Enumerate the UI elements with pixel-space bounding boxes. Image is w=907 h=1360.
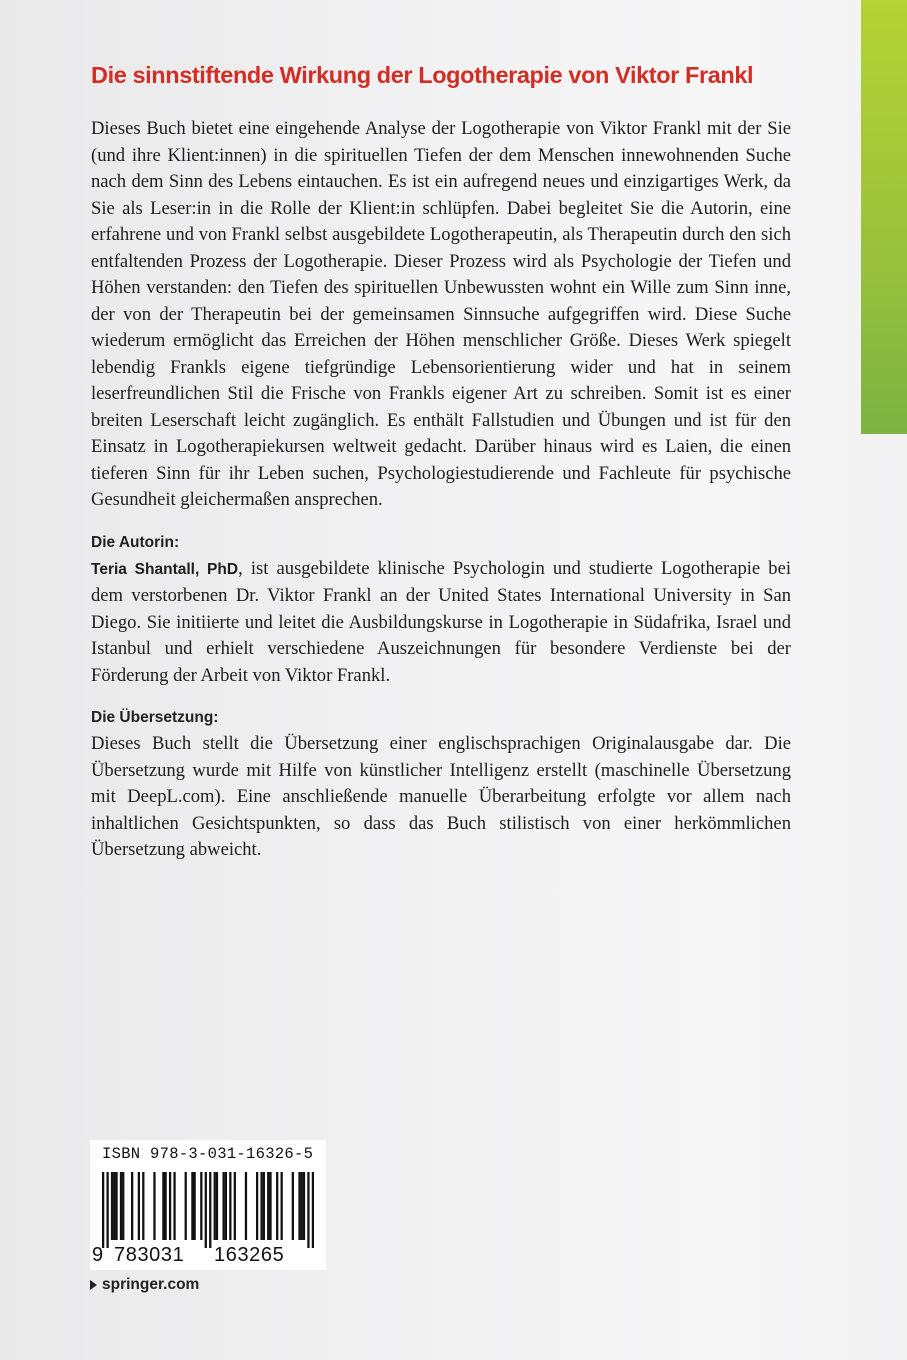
website-label: springer.com: [102, 1276, 200, 1293]
barcode-bar: [173, 1172, 175, 1240]
barcode-bar: [162, 1172, 164, 1240]
barcode-bar: [200, 1172, 202, 1240]
barcode-bar: [263, 1172, 265, 1240]
barcode-bar: [120, 1172, 122, 1240]
author-section-label: Die Autorin:: [91, 533, 180, 551]
barcode-bar: [113, 1172, 115, 1240]
barcode-bar: [122, 1172, 124, 1240]
author-bio-text: , ist ausgebildete klinische Psychologin und studierte Logotherapie bei dem verstorbenen Dr. Viktor Frankl an der United States International University in San Diego. Sie initiierte und leitet die Ausbildungskurse in Logotherapie in Südafrika, Israel und Istanbul und erhielt verschiedene Auszeichnungen für besondere Verdienste bei der Förderung der Arbeit von Viktor Frankl.: [91, 557, 792, 686]
barcode-bar: [142, 1172, 144, 1240]
author-name: Teria Shantall, PhD: [91, 560, 239, 578]
barcode-bar: [229, 1172, 231, 1240]
book-title: Die sinnstiftende Wirkung der Logotherapie von Viktor Frankl: [91, 62, 754, 88]
barcode-bar: [223, 1172, 225, 1240]
barcode-bar: [303, 1172, 305, 1240]
barcode-bar: [115, 1172, 117, 1240]
barcode-bar: [307, 1172, 309, 1248]
translation-note: Dieses Buch stellt die Übersetzung einer englischsprachigen Originalausgabe dar. Die Übersetzung wurde mit Hilfe von künstlicher Intelligenz erstellt (maschinelle Übersetzung mit DeepL.com). Eine anschließende manuelle Überarbeitung erfolgte vor allem nach inhaltlichen Gesichtspunkten, so dass das Buch stilistisch von einer herkömmlichen Übersetzung abweicht.: [91, 733, 791, 860]
barcode-digit-first: 9: [92, 1244, 104, 1266]
barcode-bar: [169, 1172, 171, 1240]
translation-section-label: Die Übersetzung:: [91, 709, 219, 726]
barcode-bar: [191, 1172, 193, 1240]
barcode-bar: [153, 1172, 155, 1240]
barcode-bar: [225, 1172, 227, 1240]
barcode-bar: [193, 1172, 195, 1240]
isbn-barcode: [90, 1140, 326, 1270]
barcode-bar: [267, 1172, 269, 1240]
barcode-bar: [111, 1172, 113, 1240]
accent-color-bar: [861, 0, 907, 434]
barcode-bar: [131, 1172, 133, 1240]
barcode-digits-right: 163265: [214, 1244, 285, 1266]
barcode-bar: [312, 1172, 314, 1248]
author-bio: [91, 556, 791, 690]
barcode-bar: [102, 1172, 104, 1248]
barcode-bars: [102, 1172, 314, 1248]
barcode-bar: [292, 1172, 294, 1240]
barcode-bar: [256, 1172, 258, 1240]
book-description: Dieses Buch bietet eine eingehende Analyse der Logotherapie von Viktor Frankl mit der Sie (und ihre Klient:innen) in die spirituellen Tiefen der dem Menschen innewohnenden Suche nach dem Sinn des Lebens eintauchen. Es ist ein aufregend neues und einzigartiges Werk, da Sie als Leser:in in die Rolle der Klient:in schlüpfen. Dabei begleitet Sie die Autorin, eine erfahrene und von Frankl selbst ausgebildete Logotherapeutin, als Therapeutin durch den sich entfaltenden Prozess der Logotherapie. Dieser Prozess wird als Psychologie der Tiefen und Höhen verstanden: den Tiefen des spirituellen Unbewussten wohnt ein Wille zum Sinn inne, der von der Therapeutin bei der gemeinsamen Sinnsuche aufgegriffen wird. Diese Suche wiederum ermöglicht das Erreichen der Höhen menschlicher Größe. Dieses Werk spiegelt lebendig Frankls eigene tiefgründige Lebensorientierung wider und hat in seinem leserfreundlichen Stil die Frische von Frankls eigener Art zu schreiben. Somit ist es einer breiten Leserschaft leicht zugänglich. Es enthält Fallstudien und Übungen und ist für den Einsatz in Logotherapiekursen weltweit gedacht. Darüber hinaus wird es Laien, die einen tieferen Sinn für ihr Leben suchen, Psychologiestudierende und Fachleute für psychische Gesundheit gleichermaßen ansprechen.: [91, 118, 791, 510]
publisher-website[interactable]: [90, 1276, 199, 1294]
barcode-bar: [214, 1172, 216, 1240]
barcode-bar: [260, 1172, 262, 1240]
barcode-bar: [276, 1172, 278, 1240]
barcode-bar: [138, 1172, 140, 1240]
barcode-bar: [209, 1172, 211, 1248]
barcode-bar: [298, 1172, 300, 1240]
barcode-digits-left: 783031: [114, 1244, 185, 1266]
barcode-bar: [281, 1172, 283, 1240]
isbn-label: ISBN 978-3-031-16326-5: [102, 1145, 314, 1163]
barcode-bar: [164, 1172, 166, 1240]
barcode-bar: [269, 1172, 271, 1240]
barcode-bar: [106, 1172, 108, 1248]
barcode-bar: [216, 1172, 218, 1240]
arrow-right-icon: [90, 1280, 97, 1290]
back-cover-content: [91, 116, 791, 864]
barcode-bar: [245, 1172, 247, 1240]
barcode-bar: [185, 1172, 187, 1240]
barcode-bar: [301, 1172, 303, 1240]
barcode-bar: [205, 1172, 207, 1248]
barcode-bar: [234, 1172, 236, 1240]
